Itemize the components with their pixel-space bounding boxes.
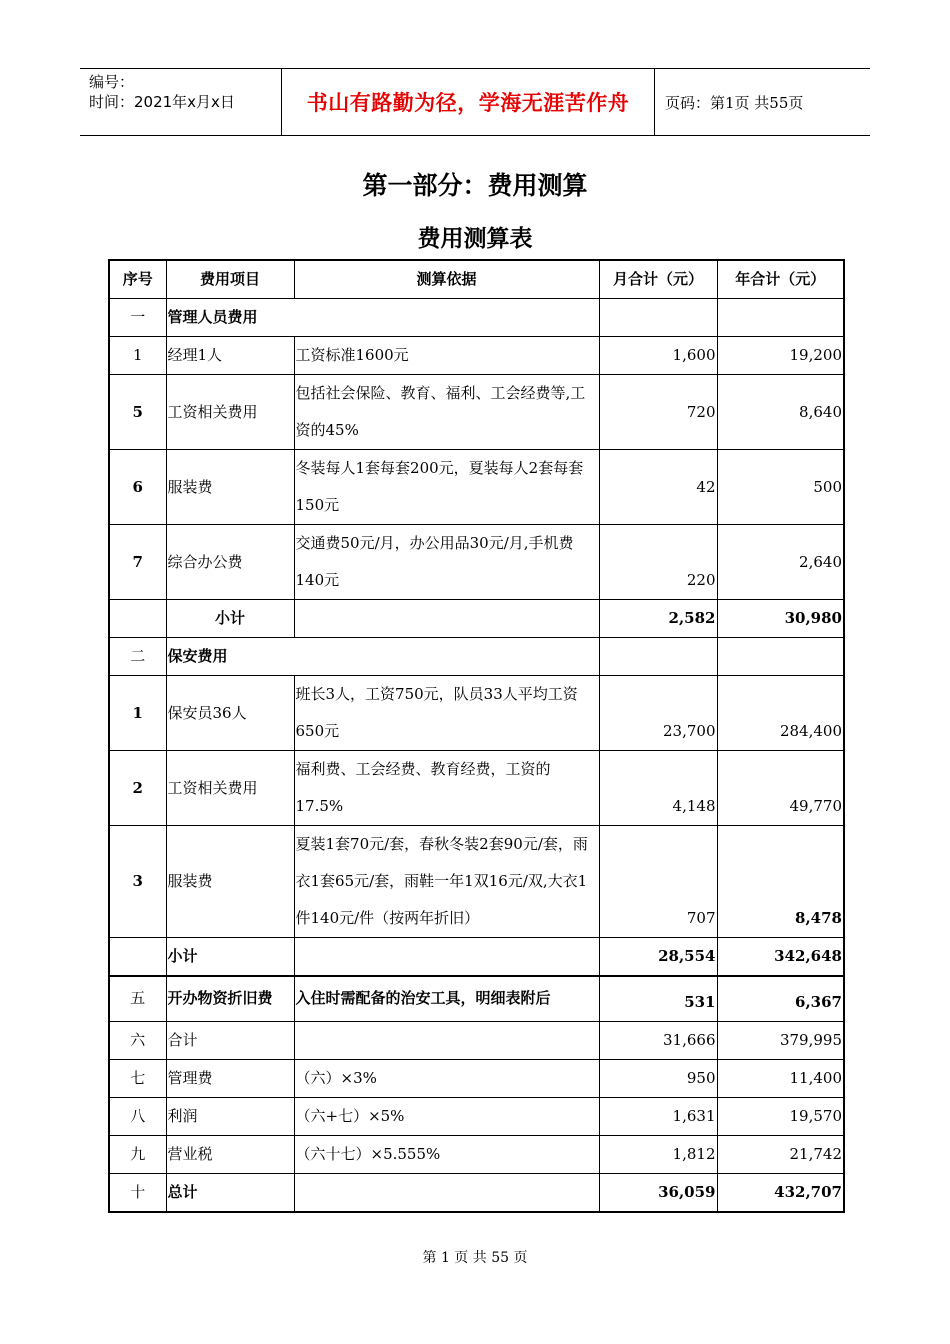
row-monthly: 42 xyxy=(599,450,717,525)
header-item: 费用项目 xyxy=(166,260,294,299)
document-time-label: 时间：2021年x月x日 xyxy=(89,93,235,111)
table-row xyxy=(109,676,844,751)
row-index: 1 xyxy=(109,337,166,375)
header-page-label: 页码：第1页 共55页 xyxy=(665,93,804,112)
row-monthly: 23,700 xyxy=(599,676,717,751)
row-basis: 夏装1套70元/套，春秋冬装2套90元/套，雨衣1套65元/套，雨鞋一年1双16元/双,大衣1件140元/件（按两年折旧） xyxy=(294,826,599,938)
row-index xyxy=(109,938,166,977)
row-basis xyxy=(294,600,599,638)
row-annual: 2,640 xyxy=(717,525,844,600)
table-row xyxy=(109,1021,844,1059)
row-monthly: 1,600 xyxy=(599,337,717,375)
row-monthly: 720 xyxy=(599,375,717,450)
row-annual: 19,200 xyxy=(717,337,844,375)
document-header xyxy=(80,68,870,136)
row-monthly: 2,582 xyxy=(599,600,717,638)
row-monthly: 28,554 xyxy=(599,938,717,977)
table-row xyxy=(109,525,844,600)
header-annual: 年合计（元） xyxy=(717,260,844,299)
row-basis: 冬装每人1套每套200元，夏装每人2套每套150元 xyxy=(294,450,599,525)
header-meta xyxy=(80,69,282,135)
row-monthly: 220 xyxy=(599,525,717,600)
total-row xyxy=(109,1173,844,1212)
row-annual: 8,640 xyxy=(717,375,844,450)
row-item: 经理1人 xyxy=(166,337,294,375)
row-basis: （六+七）×5% xyxy=(294,1097,599,1135)
row-index: 六 xyxy=(109,1021,166,1059)
row-annual: 379,995 xyxy=(717,1021,844,1059)
table-row xyxy=(109,638,844,676)
table-row xyxy=(109,826,844,938)
row-monthly xyxy=(599,299,717,337)
row-basis: 入住时需配备的治安工具，明细表附后 xyxy=(294,976,599,1021)
page-footer: 第 1 页 共 55 页 xyxy=(422,1250,528,1266)
row-item: 小计 xyxy=(166,600,294,638)
header-slogan: 书山有路勤为径，学海无涯苦作舟 xyxy=(282,69,655,135)
cost-estimate-table xyxy=(108,259,845,1213)
row-index: 7 xyxy=(109,525,166,600)
row-basis: 工资标准1600元 xyxy=(294,337,599,375)
row-item: 管理费 xyxy=(166,1059,294,1097)
row-index: 十 xyxy=(109,1173,166,1212)
header-monthly: 月合计（元） xyxy=(599,260,717,299)
row-annual: 6,367 xyxy=(717,976,844,1021)
row-monthly: 531 xyxy=(599,976,717,1021)
row-index: 3 xyxy=(109,826,166,938)
row-index: 6 xyxy=(109,450,166,525)
row-item: 服装费 xyxy=(166,826,294,938)
row-monthly: 31,666 xyxy=(599,1021,717,1059)
row-basis: （六）×3% xyxy=(294,1059,599,1097)
row-monthly: 950 xyxy=(599,1059,717,1097)
row-item: 服装费 xyxy=(166,450,294,525)
row-basis xyxy=(294,1021,599,1059)
subtotal-row xyxy=(109,938,844,977)
row-annual: 11,400 xyxy=(717,1059,844,1097)
row-annual: 342,648 xyxy=(717,938,844,977)
table-title: 费用测算表 xyxy=(417,226,533,252)
row-item: 工资相关费用 xyxy=(166,751,294,826)
row-index: 1 xyxy=(109,676,166,751)
row-item: 营业税 xyxy=(166,1135,294,1173)
row-basis: 交通费50元/月，办公用品30元/月,手机费140元 xyxy=(294,525,599,600)
table-row xyxy=(109,299,844,337)
header-basis: 测算依据 xyxy=(294,260,599,299)
header-index: 序号 xyxy=(109,260,166,299)
row-item: 合计 xyxy=(166,1021,294,1059)
row-item: 工资相关费用 xyxy=(166,375,294,450)
table-row xyxy=(109,1135,844,1173)
table-row xyxy=(109,1059,844,1097)
row-index: 八 xyxy=(109,1097,166,1135)
table-header-row xyxy=(109,260,844,299)
table-row xyxy=(109,1097,844,1135)
table-row xyxy=(109,375,844,450)
row-basis: 班长3人，工资750元，队员33人平均工资650元 xyxy=(294,676,599,751)
row-index: 2 xyxy=(109,751,166,826)
table-row xyxy=(109,976,844,1021)
row-monthly: 36,059 xyxy=(599,1173,717,1212)
table-row xyxy=(109,450,844,525)
row-annual: 19,570 xyxy=(717,1097,844,1135)
row-basis: （六十七）×5.555% xyxy=(294,1135,599,1173)
section-title: 保安费用 xyxy=(166,638,599,676)
row-index xyxy=(109,600,166,638)
document-number-label: 编号： xyxy=(89,73,135,91)
table-row xyxy=(109,337,844,375)
row-annual: 432,707 xyxy=(717,1173,844,1212)
row-index: 一 xyxy=(109,299,166,337)
row-annual: 8,478 xyxy=(717,826,844,938)
row-index: 5 xyxy=(109,375,166,450)
row-annual: 30,980 xyxy=(717,600,844,638)
row-item: 综合办公费 xyxy=(166,525,294,600)
row-monthly: 1,812 xyxy=(599,1135,717,1173)
row-monthly: 4,148 xyxy=(599,751,717,826)
row-monthly: 707 xyxy=(599,826,717,938)
row-monthly: 1,631 xyxy=(599,1097,717,1135)
row-index: 五 xyxy=(109,976,166,1021)
row-item: 开办物资折旧费 xyxy=(166,976,294,1021)
row-basis xyxy=(294,938,599,977)
row-annual: 284,400 xyxy=(717,676,844,751)
row-index: 二 xyxy=(109,638,166,676)
row-basis: 包括社会保险、教育、福利、工会经费等,工资的45% xyxy=(294,375,599,450)
page-title: 第一部分：费用测算 xyxy=(362,171,588,200)
row-item: 小计 xyxy=(166,938,294,977)
row-annual xyxy=(717,299,844,337)
row-annual: 500 xyxy=(717,450,844,525)
row-annual: 21,742 xyxy=(717,1135,844,1173)
section-title: 管理人员费用 xyxy=(166,299,599,337)
row-monthly xyxy=(599,638,717,676)
row-item: 保安员36人 xyxy=(166,676,294,751)
row-item: 利润 xyxy=(166,1097,294,1135)
subtotal-row xyxy=(109,600,844,638)
row-index: 九 xyxy=(109,1135,166,1173)
row-index: 七 xyxy=(109,1059,166,1097)
row-item: 总计 xyxy=(166,1173,294,1212)
row-basis: 福利费、工会经费、教育经费，工资的17.5% xyxy=(294,751,599,826)
row-annual xyxy=(717,638,844,676)
row-annual: 49,770 xyxy=(717,751,844,826)
table-row xyxy=(109,751,844,826)
row-basis xyxy=(294,1173,599,1212)
